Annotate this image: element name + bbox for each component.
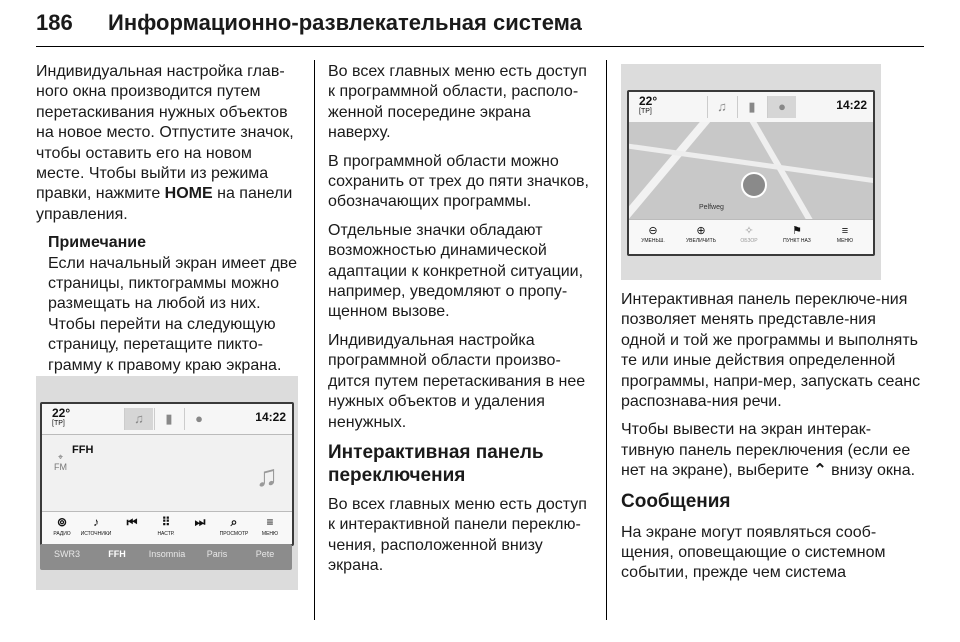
- preset-button[interactable]: FFH: [108, 549, 126, 559]
- favourites-bar: [40, 544, 292, 570]
- phone-icon[interactable]: ▮: [737, 96, 766, 118]
- paragraph: Интерактивная панель переключе-ния позволяет менять представле-ния одной и той же программы и выполнять те или иные действия определенной программы, напри-мер, запускать сеанс распознава-ния речи.: [621, 291, 921, 411]
- previous-icon[interactable]: ⏮: [126, 515, 138, 529]
- interaction-selector-bar: [629, 219, 873, 254]
- app-area-bar: [629, 92, 873, 123]
- browse-button[interactable]: ⌕ ПРОСМОТР: [219, 515, 249, 537]
- menu-button[interactable]: ≡ МЕНЮ: [836, 225, 854, 244]
- tp-indicator: [TP]: [52, 420, 65, 427]
- preset-button[interactable]: Insomnia: [148, 549, 186, 559]
- column-divider: [606, 60, 607, 620]
- menu-button[interactable]: ≡ МЕНЮ: [261, 515, 279, 537]
- paragraph: В программной области можно сохранить от трех до пяти значков, обозначающих программы.: [328, 152, 589, 211]
- paragraph: Во всех главных меню есть доступ к интерактивной панели переклю-чения, расположенной внизу экрана.: [328, 495, 587, 575]
- display-screen: [40, 402, 294, 546]
- phone-icon[interactable]: ▮: [154, 408, 183, 430]
- chevron-up-icon: ⌃: [813, 462, 827, 480]
- vehicle-position-icon: [741, 172, 767, 198]
- note-title: Примечание: [48, 234, 147, 252]
- music-note-icon[interactable]: ♫: [707, 96, 736, 118]
- map-view[interactable]: [629, 122, 873, 220]
- note-text: Если начальный экран имеет две страницы, пиктограммы можно размещать на любой из них. Чтобы перейти на следующую страницу, перетащите пикто-грамму к правому краю экрана.: [48, 254, 297, 374]
- clock: 14:22: [836, 98, 867, 112]
- paragraph: Индивидуальная настройка программной области произво-дится путем перетаскивания в нее нужных объектов и удаления ненужных.: [328, 331, 586, 431]
- temperature: 22°: [639, 94, 658, 108]
- display-screen: [627, 90, 875, 256]
- preset-button[interactable]: SWR3: [53, 549, 80, 559]
- page-header: [36, 6, 924, 47]
- navigation-screen-illustration: [621, 64, 881, 280]
- paragraph: Во всех главных меню есть доступ к программной области, располо-женной посередине экрана наверху.: [328, 63, 587, 142]
- music-note-icon[interactable]: ♫: [124, 408, 153, 430]
- column-right: [621, 290, 921, 592]
- column-middle: [328, 62, 594, 585]
- tp-indicator: [TP]: [639, 108, 652, 115]
- sources-button[interactable]: ♪ ИСТОЧНИКИ: [80, 515, 112, 537]
- zoom-out-button[interactable]: ⊖ УМЕНЬШ.: [641, 225, 665, 244]
- section-heading: Интерактивная панель переключения: [328, 441, 544, 486]
- home-key-label: HOME: [164, 185, 213, 203]
- fm-icon: ⌖ FM: [54, 452, 67, 472]
- home-screen-illustration: [36, 376, 298, 590]
- destination-button[interactable]: ⚑ ПУНКТ НАЗ: [783, 225, 811, 244]
- paragraph: На экране могут появляться сооб-щения, оповещающие о системном событии, прежде чем система: [621, 523, 886, 582]
- zoom-in-button[interactable]: ⊕ УВЕЛИЧИТЬ: [686, 225, 716, 244]
- paragraph: Индивидуальная настройка глав-ного окна производится путем перетаскивания нужных объектов на новое место. Отпустите значок, чтобы оставить его на новом месте. Чтобы выйти из режима правки, нажмите HOME на панели управления.: [36, 63, 294, 223]
- globe-icon[interactable]: ●: [184, 408, 213, 430]
- tune-button[interactable]: ⠿ НАСТР.: [157, 515, 175, 537]
- paragraph: Чтобы вывести на экран интерак-тивную панель переключения (если ее нет на экране), выберите ⌃ внизу окна.: [621, 421, 916, 480]
- column-divider: [314, 60, 315, 620]
- interaction-selector-bar: [42, 511, 292, 544]
- street-name: Pelfweg: [699, 204, 724, 211]
- app-area-bar: [42, 404, 292, 435]
- section-heading: Сообщения: [621, 490, 731, 512]
- next-icon[interactable]: ⏭: [194, 515, 206, 529]
- radio-button[interactable]: ⊚ РАДИО: [53, 515, 71, 537]
- clock: 14:22: [255, 410, 286, 424]
- column-left: [36, 62, 304, 417]
- paragraph: Отдельные значки обладают возможностью динамической адаптации к конкретной ситуации, например, уведомляют о пропу-щенном вызове.: [328, 221, 584, 321]
- preset-button[interactable]: Paris: [206, 549, 228, 559]
- temperature: 22°: [52, 406, 71, 420]
- navigation-icon[interactable]: ●: [767, 96, 796, 118]
- preset-button[interactable]: Pete: [255, 549, 275, 559]
- station-name: FFH: [72, 444, 94, 456]
- page-title: Информационно-развлекательная система: [108, 10, 582, 35]
- music-note-icon: ♫: [255, 460, 278, 493]
- note-block: [36, 233, 304, 376]
- overview-button[interactable]: ✧ ОБЗОР: [740, 225, 758, 244]
- page-number: 186: [36, 10, 73, 35]
